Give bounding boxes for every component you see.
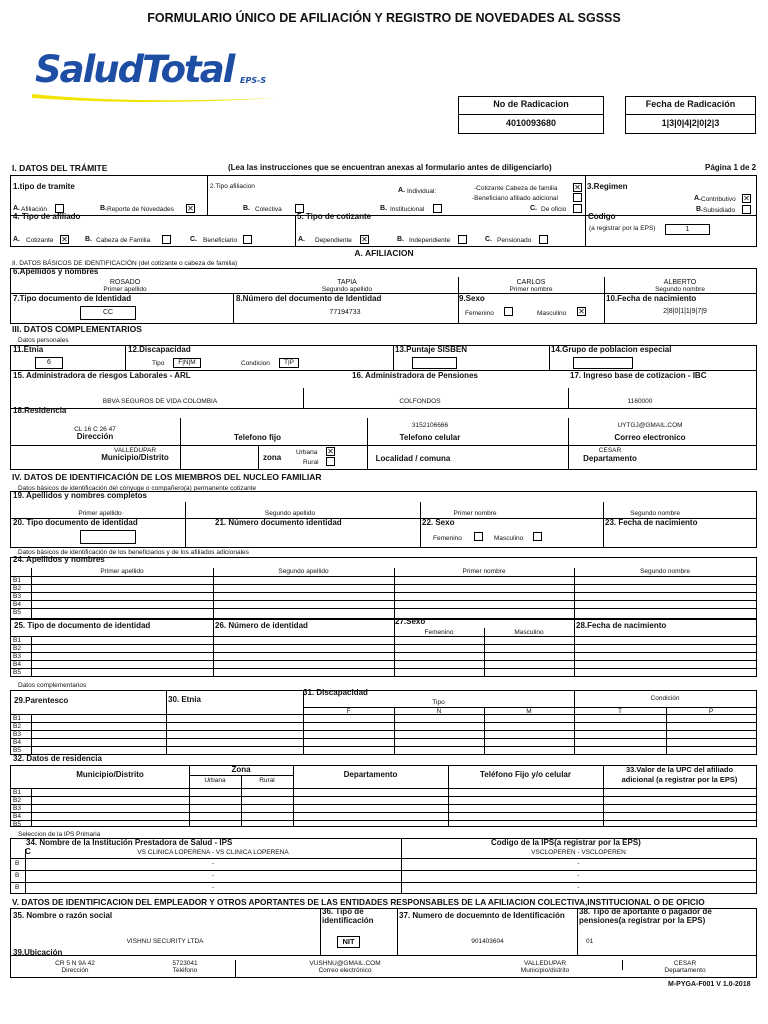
form-title: FORMULARIO ÚNICO DE AFILIACIÓN Y REGISTRO DE NOVEDADES AL SGSSS xyxy=(147,11,621,25)
pensionado-checkbox[interactable] xyxy=(539,235,548,244)
discapacidad-tipo-field[interactable]: F|N|M xyxy=(173,358,201,368)
tipo-identificacion-field[interactable]: NIT xyxy=(337,936,360,948)
cotizante-cabeza-checkbox[interactable]: ✕ xyxy=(574,183,581,192)
section-3-title: III. DATOS COMPLEMENTARIOS xyxy=(12,324,142,334)
oficio-checkbox[interactable] xyxy=(573,204,582,213)
novedades-checkbox[interactable]: ✕ xyxy=(187,204,194,213)
tipo-documento-field[interactable]: CC xyxy=(80,306,136,320)
salud-total-logo: SaludTotal EPS-S xyxy=(30,48,280,108)
grupo-poblacion-field[interactable] xyxy=(573,357,633,369)
ips-primaria-code: VSCLOPEREN - VSCLOPEREN xyxy=(531,849,626,856)
conyuge-femenino-checkbox[interactable] xyxy=(474,532,483,541)
discapacidad-condicion-field[interactable]: T|P xyxy=(279,358,299,368)
radicacion-date: 1|3|0|4|2|0|2|3 xyxy=(661,118,720,128)
conyuge-masculino-checkbox[interactable] xyxy=(533,532,542,541)
etnia-field[interactable]: 6 xyxy=(35,357,63,369)
zona-urbana-checkbox[interactable]: ✕ xyxy=(327,447,334,456)
beneficiarios-residencia-table: Municipio/Distrito Zona Urbana Rural Departamento Teléfono Fijo y/o celular 33.Valor de la UPC del afiliado adicional (a registrar por la EPS) B1 B2 B3 B4 B5 xyxy=(10,765,757,827)
beneficiario-adicional-checkbox[interactable] xyxy=(573,193,582,202)
fecha-nacimiento: 2|8|0|1|1|9|7|9 xyxy=(663,308,707,315)
section-1-title: I. DATOS DEL TRÁMITE xyxy=(12,163,108,173)
radicacion-date-box: Fecha de Radicación 1|3|0|4|2|0|2|3 xyxy=(625,96,756,134)
razon-social: VISHNU SECURITY LTDA xyxy=(126,938,204,945)
beneficiarios-nombres-table: Primer apellido Segundo apellido Primer nombre Segundo nombre B1 B2 B3 B4 B5 xyxy=(10,557,757,619)
contributivo-checkbox[interactable]: ✕ xyxy=(743,194,750,203)
sexo-masculino-checkbox[interactable]: ✕ xyxy=(578,307,585,316)
institucional-checkbox[interactable] xyxy=(433,204,442,213)
numero-identificacion: 901403604 xyxy=(471,938,504,945)
beneficiario-checkbox[interactable] xyxy=(243,235,252,244)
sexo-femenino-checkbox[interactable] xyxy=(504,307,513,316)
cotizante-checkbox[interactable]: ✕ xyxy=(61,235,68,244)
radicacion-number-box: No de Radicacion 4010093680 xyxy=(458,96,604,134)
ips-table: 34. Nombre de la Institución Prestadora de Salud - IPS Codigo de la IPS(a registrar por la EPS) C VS CLINICA LOPERENA - VS CLINICA LOPERENA VSCLOPEREN - VSCLOPEREN B - - B - - B - - xyxy=(10,838,757,894)
zona-rural-checkbox[interactable] xyxy=(326,457,335,466)
subsidiado-checkbox[interactable] xyxy=(742,205,751,214)
beneficiarios-complementarios-table: 29.Parentesco 30. Etnia 31. Discapacidad Tipo Condición F N M T P B1 B2 B3 B4 B5 xyxy=(10,690,757,755)
conyuge-tipo-doc-field[interactable] xyxy=(80,530,136,544)
beneficiarios-documentos-table: 25. Tipo de documento de identidad 26. Número de identidad 27.Sexo Femenino Masculino 28.Fecha de nacimiento B1 B2 B3 B4 B5 xyxy=(10,619,757,677)
dependiente-checkbox[interactable]: ✕ xyxy=(361,235,368,244)
section-1-instructions: (Lea las instrucciones que se encuentran anexas al formulario antes de diligenciarlo) xyxy=(228,163,552,172)
codigo-field[interactable]: 1 xyxy=(665,224,710,235)
afiliacion-title: A. AFILIACION xyxy=(354,248,414,258)
ips-primaria-name: VS CLINICA LOPERENA - VS CLINICA LOPERENA xyxy=(137,849,289,856)
form-code: M-PYGA-F001 V 1.0-2018 xyxy=(668,981,751,988)
cabeza-familia-checkbox[interactable] xyxy=(162,235,171,244)
numero-documento: 77194733 xyxy=(329,309,361,316)
independiente-checkbox[interactable] xyxy=(458,235,467,244)
page-number: Página 1 de 2 xyxy=(705,163,757,172)
sisben-field[interactable] xyxy=(412,357,457,369)
section-5-title: V. DATOS DE IDENTIFICACION DEL EMPLEADOR Y OTROS APORTANTES DE LAS ENTIDADES RESPONSABLES DE LA AFILIACION COLECTIVA,INSTITUCIONAL O DE OFICIO xyxy=(12,897,705,907)
radicacion-number: 4010093680 xyxy=(505,118,557,128)
section-4-title: IV. DATOS DE IDENTIFICACIÓN DE LOS MIEMBROS DEL NUCLEO FAMILIAR xyxy=(12,472,322,482)
logo-swoosh-icon xyxy=(30,84,280,106)
